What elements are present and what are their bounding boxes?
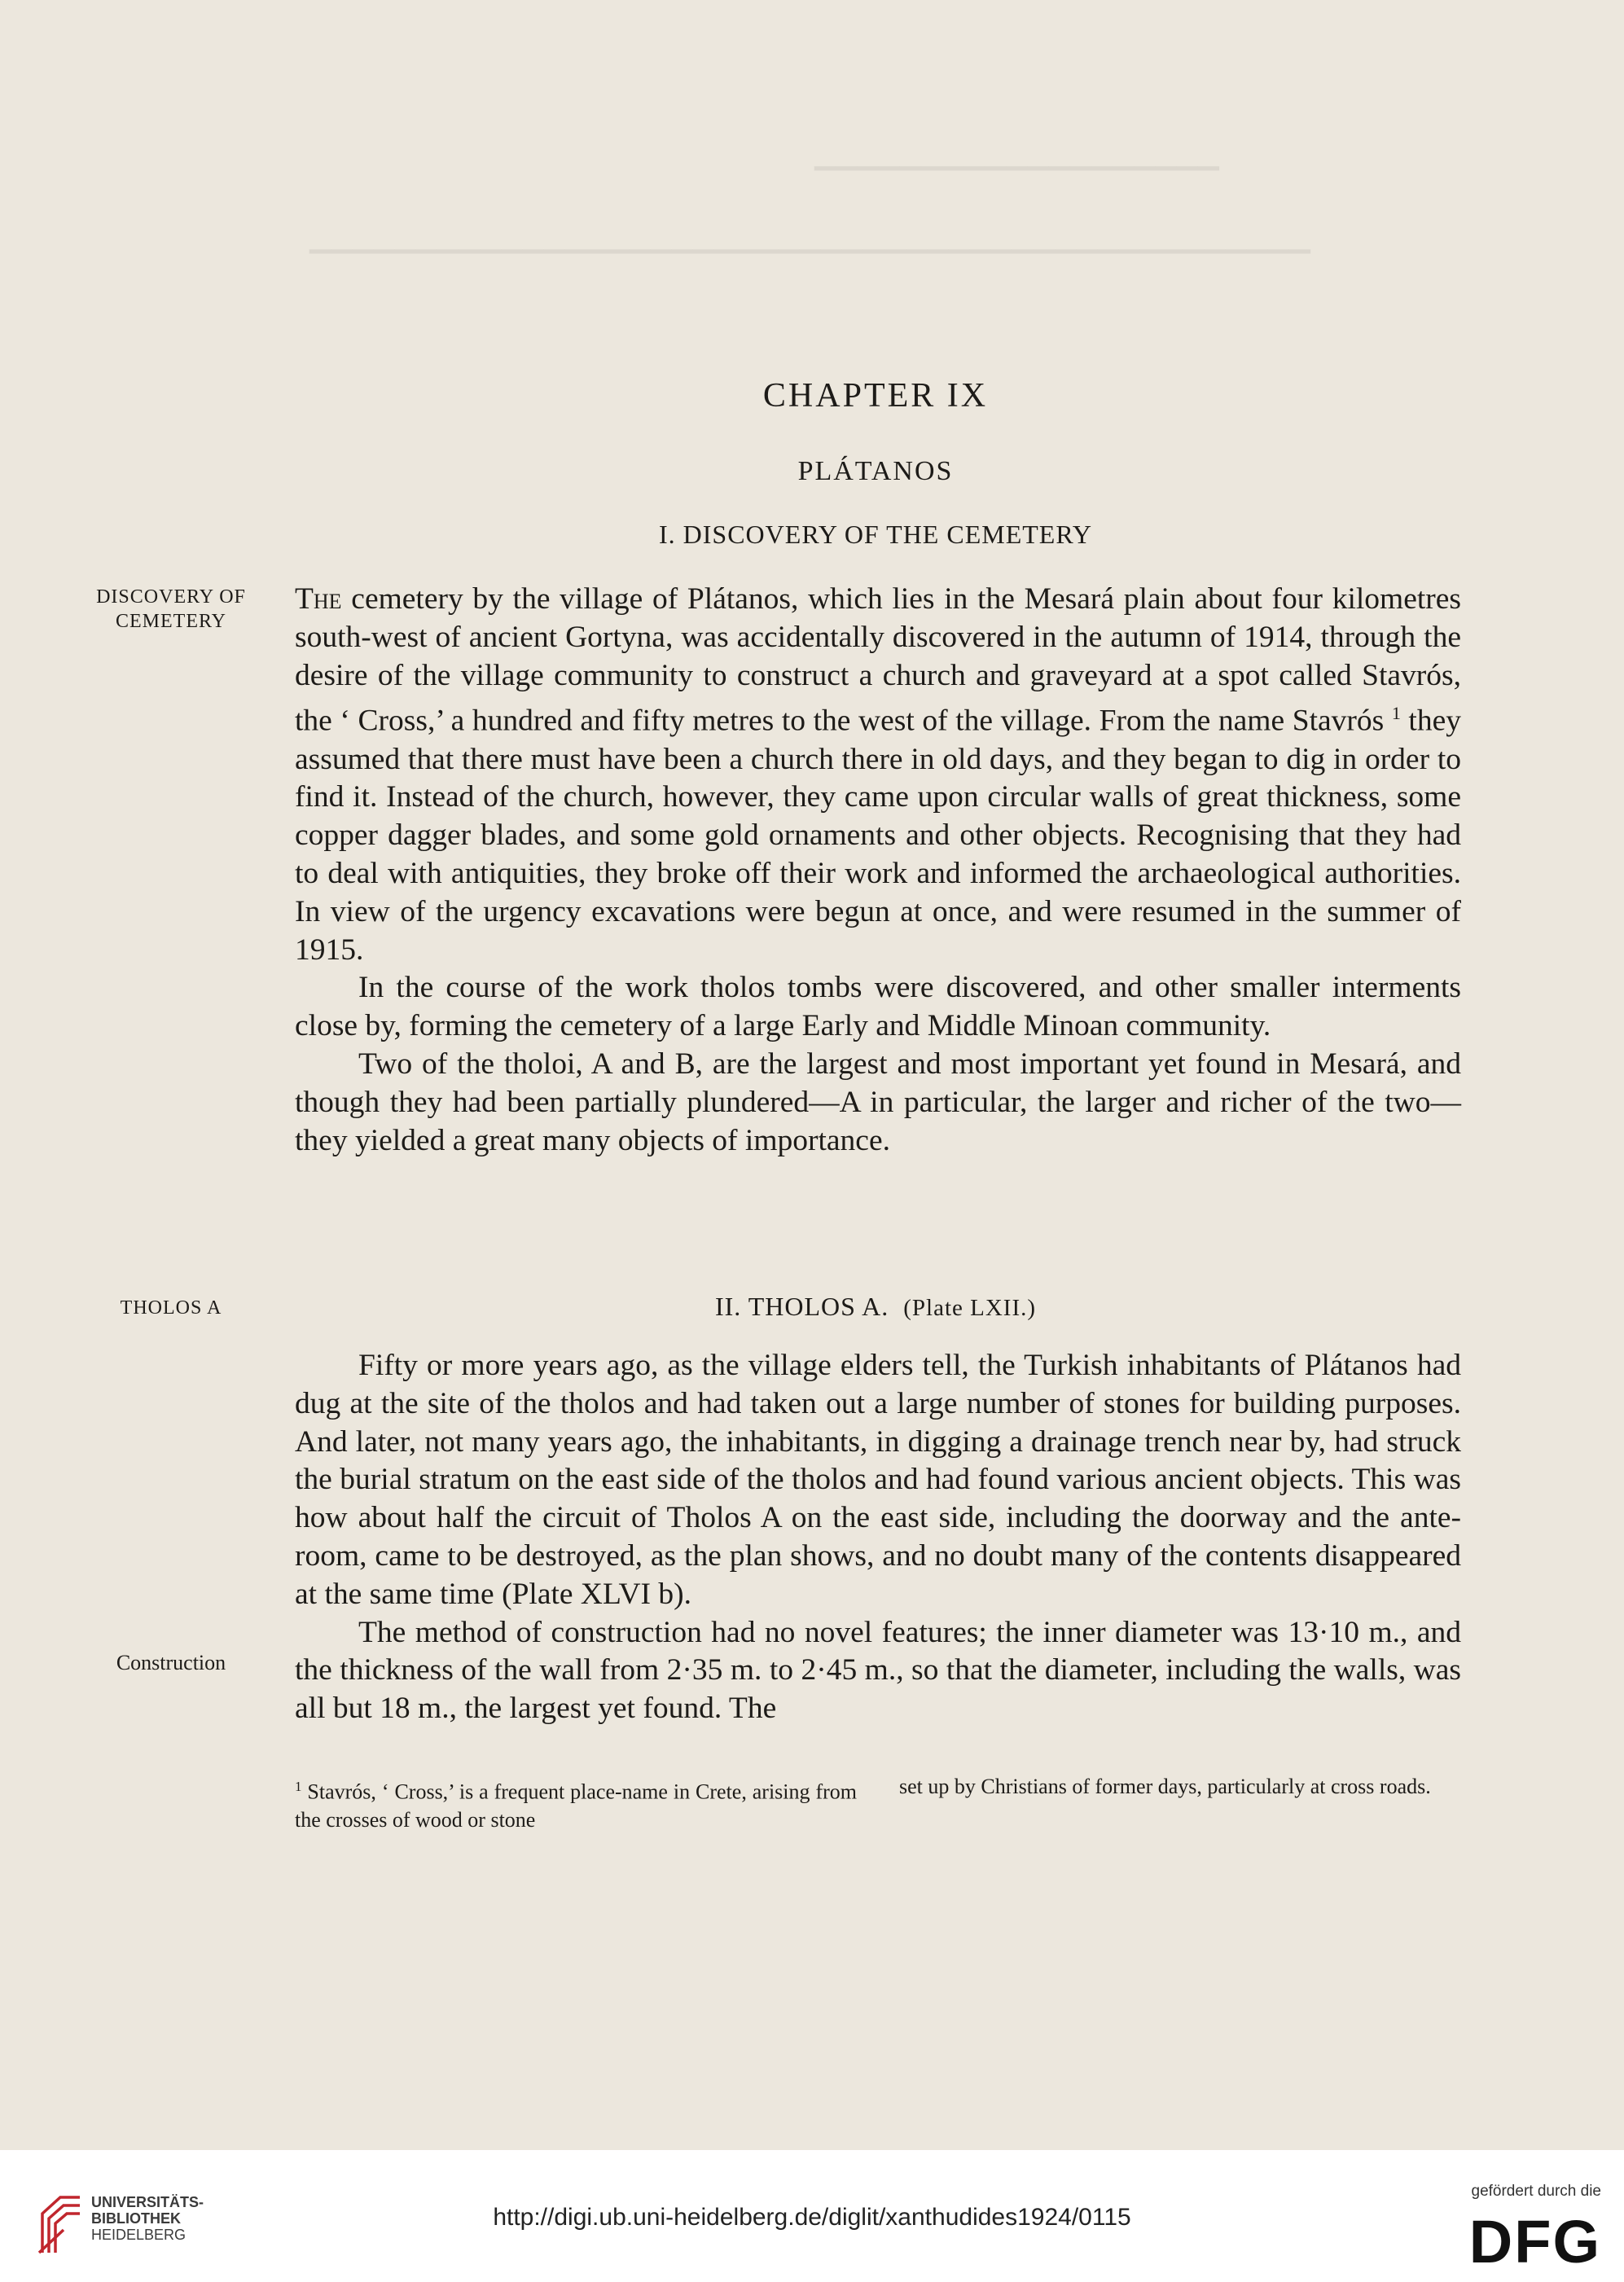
funding-caption: gefördert durch die bbox=[1471, 2183, 1601, 2200]
paragraph: The method of construction had no novel features; the inner diameter was 13·10 m., and the thickness of the wall from 2·35 m. to 2·45 m., so that the diameter, including the walls, was all but 18 m., the largest yet found. The bbox=[295, 1615, 1461, 1726]
dfg-logo: DFG bbox=[1468, 2208, 1601, 2275]
chapter-title: CHAPTER IX bbox=[762, 377, 989, 415]
paragraph: Two of the tholoi, A and B, are the largest and most important yet found in Mesará, and though they had been partially plundered—A in particular, the larger and richer of the two—they yielded a great many objects of importance. bbox=[295, 1047, 1461, 1157]
footnote-column bbox=[295, 1773, 857, 1834]
show-through-text: ▔▔▔▔▔▔▔▔▔▔▔▔▔▔▔▔▔▔▔ bbox=[814, 169, 1219, 199]
section-heading-discovery: I. DISCOVERY OF THE CEMETERY bbox=[658, 520, 1093, 549]
paragraph: Fifty or more years ago, as the village elders tell, the Turkish inhabitants of Plátanos had dug at the site of the tholos and had taken out a large number of stones for building purposes. And later, not many years ago, the inhabitants, in digging a drainage trench near by, had struck the burial stratum on the east side of the tholos and had found various ancient objects. This was how about half the circuit of Tholos A on the east side, including the doorway and the ante-room, came to be destroyed, as the plan shows, and no doubt many of the contents disappeared at the same time (Plate XLVI b). bbox=[295, 1349, 1461, 1611]
paragraph-text: they assumed that there must have been a church there in old days, and they began to dig in order to find it. Instead of the church, however, they came upon circular walls of great thickness, some copper dagger blades, and some gold ornaments and other objects. Recognising that they had to deal with antiquities, they broke off their work and informed the archaeological authorities. In view of the urgency excavations were begun at once, and were resumed in the summer of 1915. bbox=[295, 704, 1461, 967]
section-body-discovery bbox=[295, 581, 1461, 1160]
show-through-text: ▁▁▁▁▁▁▁▁▁▁▁▁▁▁▁▁▁▁▁▁▁▁▁▁▁▁▁▁▁▁▁▁▁▁▁▁▁▁▁▁▁▁▁▁▁▁▁ bbox=[309, 223, 1310, 253]
margin-note-tholos-a: THOLOS A bbox=[120, 1297, 222, 1319]
footnote-column: set up by Christians of former days, particularly at cross roads. bbox=[899, 1775, 1431, 1798]
section-heading-tholos-a bbox=[293, 1292, 1458, 1322]
paragraph: In the course of the work tholos tombs were discovered, and other smaller interments close by, forming the cemetery of a large Early and Middle Minoan community. bbox=[295, 971, 1461, 1043]
source-url-link[interactable]: http://digi.ub.uni-heidelberg.de/diglit/xanthudides1924/0115 bbox=[493, 2204, 1131, 2231]
section-body-tholos-a bbox=[295, 1347, 1461, 1728]
margin-note-construction: Construction bbox=[116, 1651, 226, 1674]
footnotes bbox=[295, 1773, 1461, 1834]
paragraph-lead-word: The bbox=[295, 582, 342, 616]
margin-note-discovery: DISCOVERY OF CEMETERY bbox=[96, 586, 246, 632]
section-heading-text: II. THOLOS A. bbox=[714, 1292, 889, 1321]
footnote-reference: 1 bbox=[1391, 703, 1401, 724]
footnote-text: Stavrós, ‘ Cross,’ is a frequent place-name in Crete, arising from the crosses of wood or stone bbox=[295, 1780, 857, 1832]
plate-reference: (Plate LXII.) bbox=[903, 1295, 1037, 1321]
library-name-line: BIBLIOTHEK bbox=[91, 2210, 181, 2227]
library-name-line: UNIVERSITÄTS- bbox=[91, 2194, 204, 2210]
paragraph-text: cemetery by the village of Plátanos, which lies in the Mesará plain about four kilometres south-west of ancient Gortyna, was accidentally discovered in the autumn of 1914, through the desire of the village community to construct a church and graveyard at a spot called Stavrós, the ‘ Cross,’ a hundred and fifty metres to the west of the village. From the name Stavrós bbox=[295, 582, 1461, 738]
footnote-marker: 1 bbox=[295, 1779, 302, 1794]
digitization-footer bbox=[0, 2150, 1624, 2282]
paragraph bbox=[295, 581, 1461, 969]
chapter-subtitle: PLÁTANOS bbox=[797, 456, 954, 486]
library-name-line: HEIDELBERG bbox=[91, 2227, 187, 2243]
